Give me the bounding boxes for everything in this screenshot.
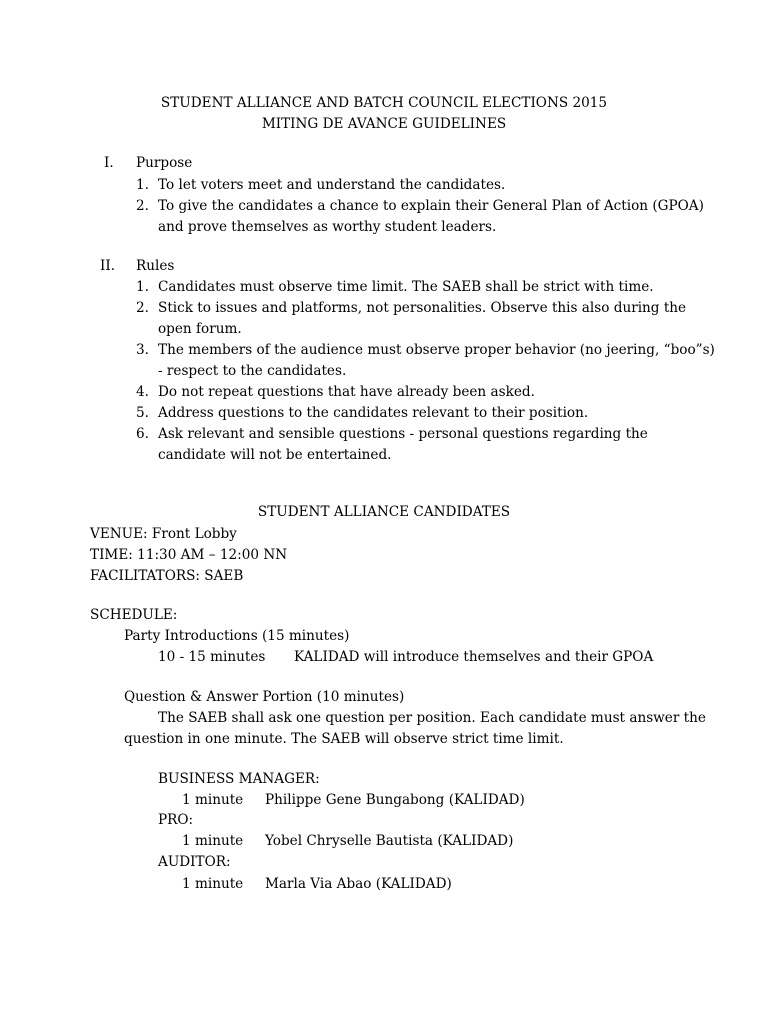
list-item-text: The members of the audience must observe proper behavior (no jeering, “boo”s) <box>158 342 715 358</box>
position-label: BUSINESS MANAGER: <box>158 771 320 787</box>
list-item-number: 2. <box>136 198 149 214</box>
candidate-name: Philippe Gene Bungabong (KALIDAD) <box>265 792 525 808</box>
list-item-text: Address questions to the candidates relevant to their position. <box>158 405 589 421</box>
qa-paragraph-line: question in one minute. The SAEB will observe strict time limit. <box>124 731 564 747</box>
list-item-text: and prove themselves as worthy student leaders. <box>158 219 497 235</box>
venue-line: VENUE: Front Lobby <box>90 526 237 542</box>
list-item-number: 2. <box>136 300 149 316</box>
position-label: AUDITOR: <box>158 854 231 870</box>
position-duration: 1 minute <box>182 876 244 892</box>
list-item-text: To give the candidates a chance to explain their General Plan of Action (GPOA) <box>158 198 704 214</box>
position-duration: 1 minute <box>182 792 244 808</box>
list-item-number: 3. <box>136 342 149 358</box>
time-line: TIME: 11:30 AM – 12:00 NN <box>90 547 288 563</box>
party-intro-title: Party Introductions (15 minutes) <box>124 628 350 644</box>
section-heading-sa-candidates: STUDENT ALLIANCE CANDIDATES <box>257 504 511 520</box>
list-item-text: - respect to the candidates. <box>158 363 347 379</box>
document-subtitle: MITING DE AVANCE GUIDELINES <box>261 116 507 132</box>
qa-title: Question & Answer Portion (10 minutes) <box>124 689 405 705</box>
section-heading-purpose: Purpose <box>136 155 193 171</box>
list-item-number: 6. <box>136 426 149 442</box>
candidate-name: Yobel Chryselle Bautista (KALIDAD) <box>265 833 514 849</box>
list-item-text: Do not repeat questions that have already been asked. <box>158 384 535 400</box>
list-item-text: Ask relevant and sensible questions - personal questions regarding the <box>158 426 648 442</box>
candidate-name: Marla Via Abao (KALIDAD) <box>265 876 452 892</box>
section-numeral: I. <box>104 155 114 171</box>
section-heading-rules: Rules <box>136 258 175 274</box>
list-item-text: candidate will not be entertained. <box>158 447 392 463</box>
party-intro-duration: 10 - 15 minutes <box>158 649 266 665</box>
facilitators-line: FACILITATORS: SAEB <box>90 568 244 584</box>
list-item-text: To let voters meet and understand the candidates. <box>158 177 506 193</box>
position-duration: 1 minute <box>182 833 244 849</box>
list-item-number: 1. <box>136 177 149 193</box>
list-item-text: Stick to issues and platforms, not personalities. Observe this also during the <box>158 300 687 316</box>
party-intro-description: KALIDAD will introduce themselves and their GPOA <box>294 649 654 665</box>
list-item-text: Candidates must observe time limit. The SAEB shall be strict with time. <box>158 279 654 295</box>
section-numeral: II. <box>100 258 116 274</box>
qa-paragraph-line: The SAEB shall ask one question per position. Each candidate must answer the <box>158 710 706 726</box>
position-label: PRO: <box>158 812 194 828</box>
list-item-number: 5. <box>136 405 149 421</box>
list-item-number: 4. <box>136 384 149 400</box>
document-title: STUDENT ALLIANCE AND BATCH COUNCIL ELECTIONS 2015 <box>160 95 608 111</box>
list-item-text: open forum. <box>158 321 242 337</box>
schedule-label: SCHEDULE: <box>90 607 178 623</box>
list-item-number: 1. <box>136 279 149 295</box>
